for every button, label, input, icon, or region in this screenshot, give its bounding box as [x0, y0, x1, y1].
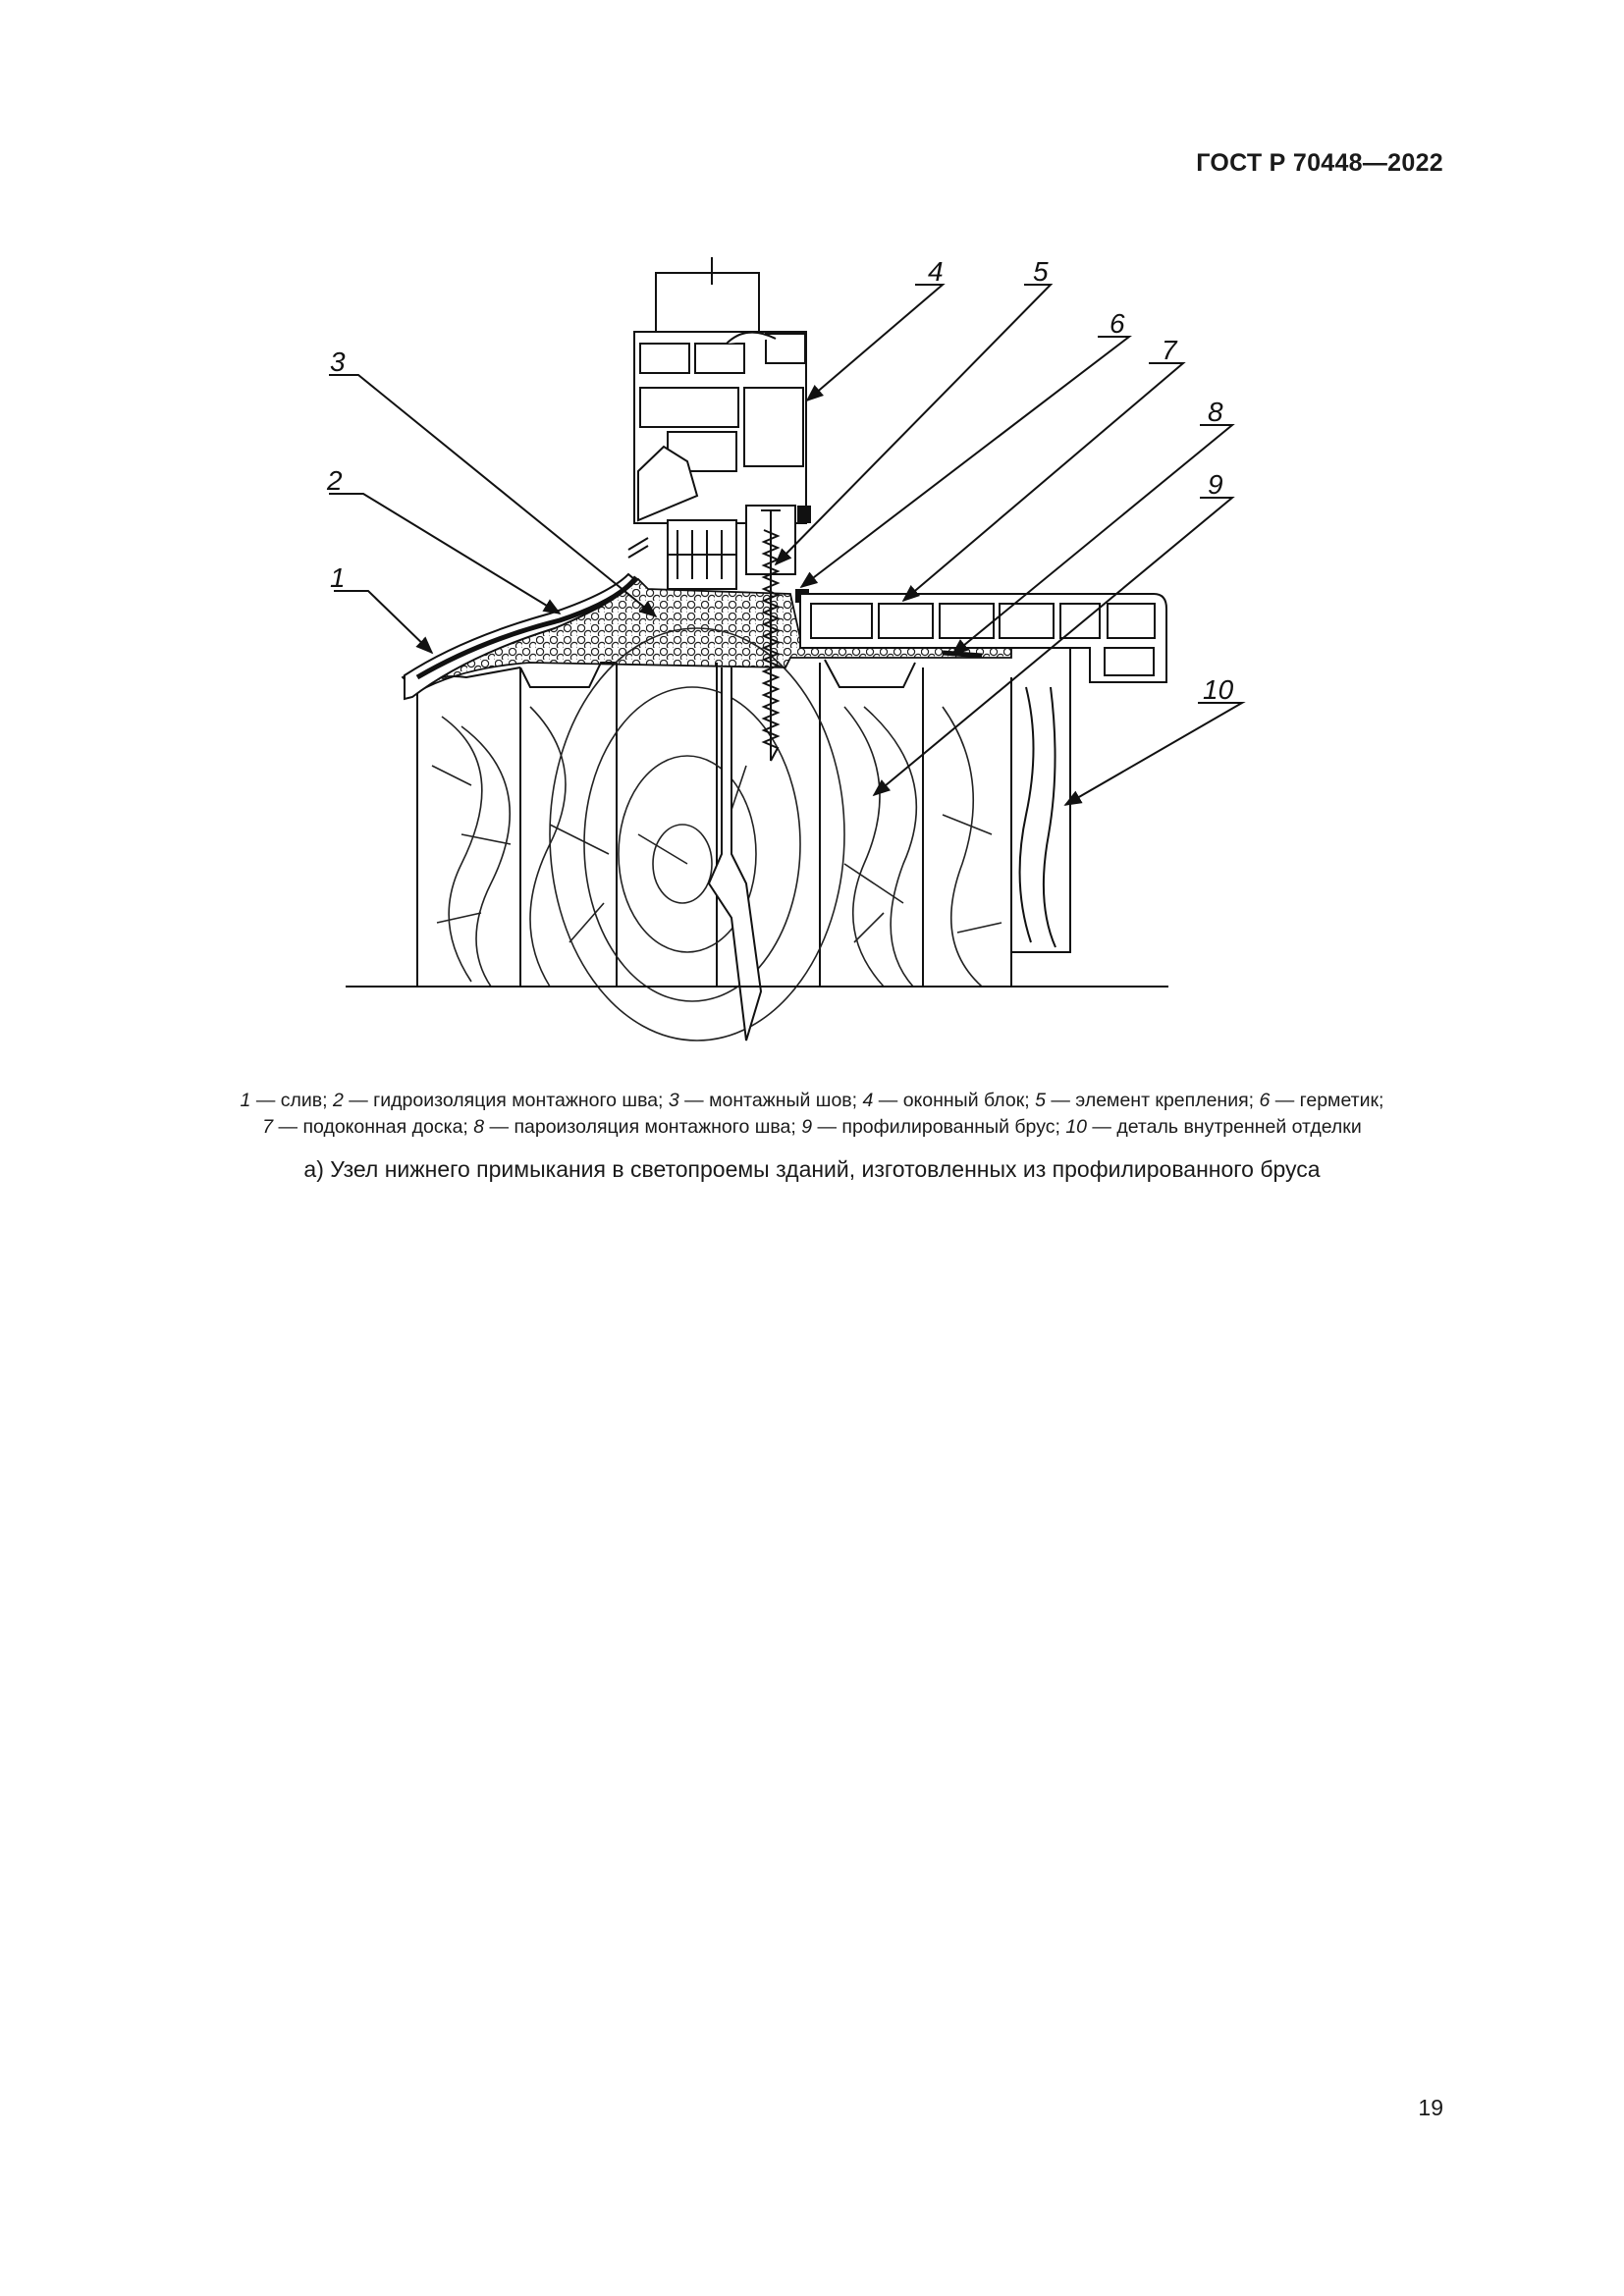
legend-item: 1 — слив; — [240, 1090, 333, 1111]
legend-item: 7 — подоконная доска; — [262, 1116, 474, 1138]
window-sill-board — [800, 594, 1166, 682]
callout-10: 10 — [1203, 674, 1234, 705]
callout-6: 6 — [1110, 308, 1125, 339]
legend-item: 3 — монтажный шов; — [668, 1090, 863, 1111]
legend-line-1 — [98, 1088, 1526, 1114]
window-frame — [634, 257, 806, 589]
callout-3: 3 — [330, 347, 346, 377]
legend-item: 8 — пароизоляция монтажного шва; — [473, 1116, 802, 1138]
callout-4: 4 — [928, 256, 944, 287]
legend-item: 2 — гидроизоляция монтажного шва; — [332, 1090, 669, 1111]
legend-line-2 — [98, 1114, 1526, 1141]
callout-1: 1 — [330, 562, 346, 593]
legend-item: 6 — герметик; — [1259, 1090, 1384, 1111]
page-number: 19 — [1418, 2095, 1443, 2120]
callout-8: 8 — [1208, 397, 1223, 427]
legend-item: 5 — элемент крепления; — [1035, 1090, 1260, 1111]
legend-item: 9 — профилированный брус; — [801, 1116, 1066, 1138]
technical-drawing — [324, 250, 1267, 1065]
callout-5: 5 — [1033, 256, 1049, 287]
legend-item: 4 — оконный блок; — [862, 1090, 1036, 1111]
figure-legend — [98, 1088, 1526, 1141]
callout-2: 2 — [327, 465, 343, 496]
figure-subtitle: а) Узел нижнего примыкания в светопроемы зданий, изготовленных из профилированного бруса — [303, 1156, 1321, 1182]
callout-9: 9 — [1208, 469, 1223, 500]
document-header: ГОСТ Р 70448—2022 — [1196, 149, 1443, 177]
legend-item: 10 — деталь внутренней отделки — [1065, 1116, 1362, 1138]
sealant — [795, 506, 811, 603]
callout-7: 7 — [1162, 335, 1177, 365]
